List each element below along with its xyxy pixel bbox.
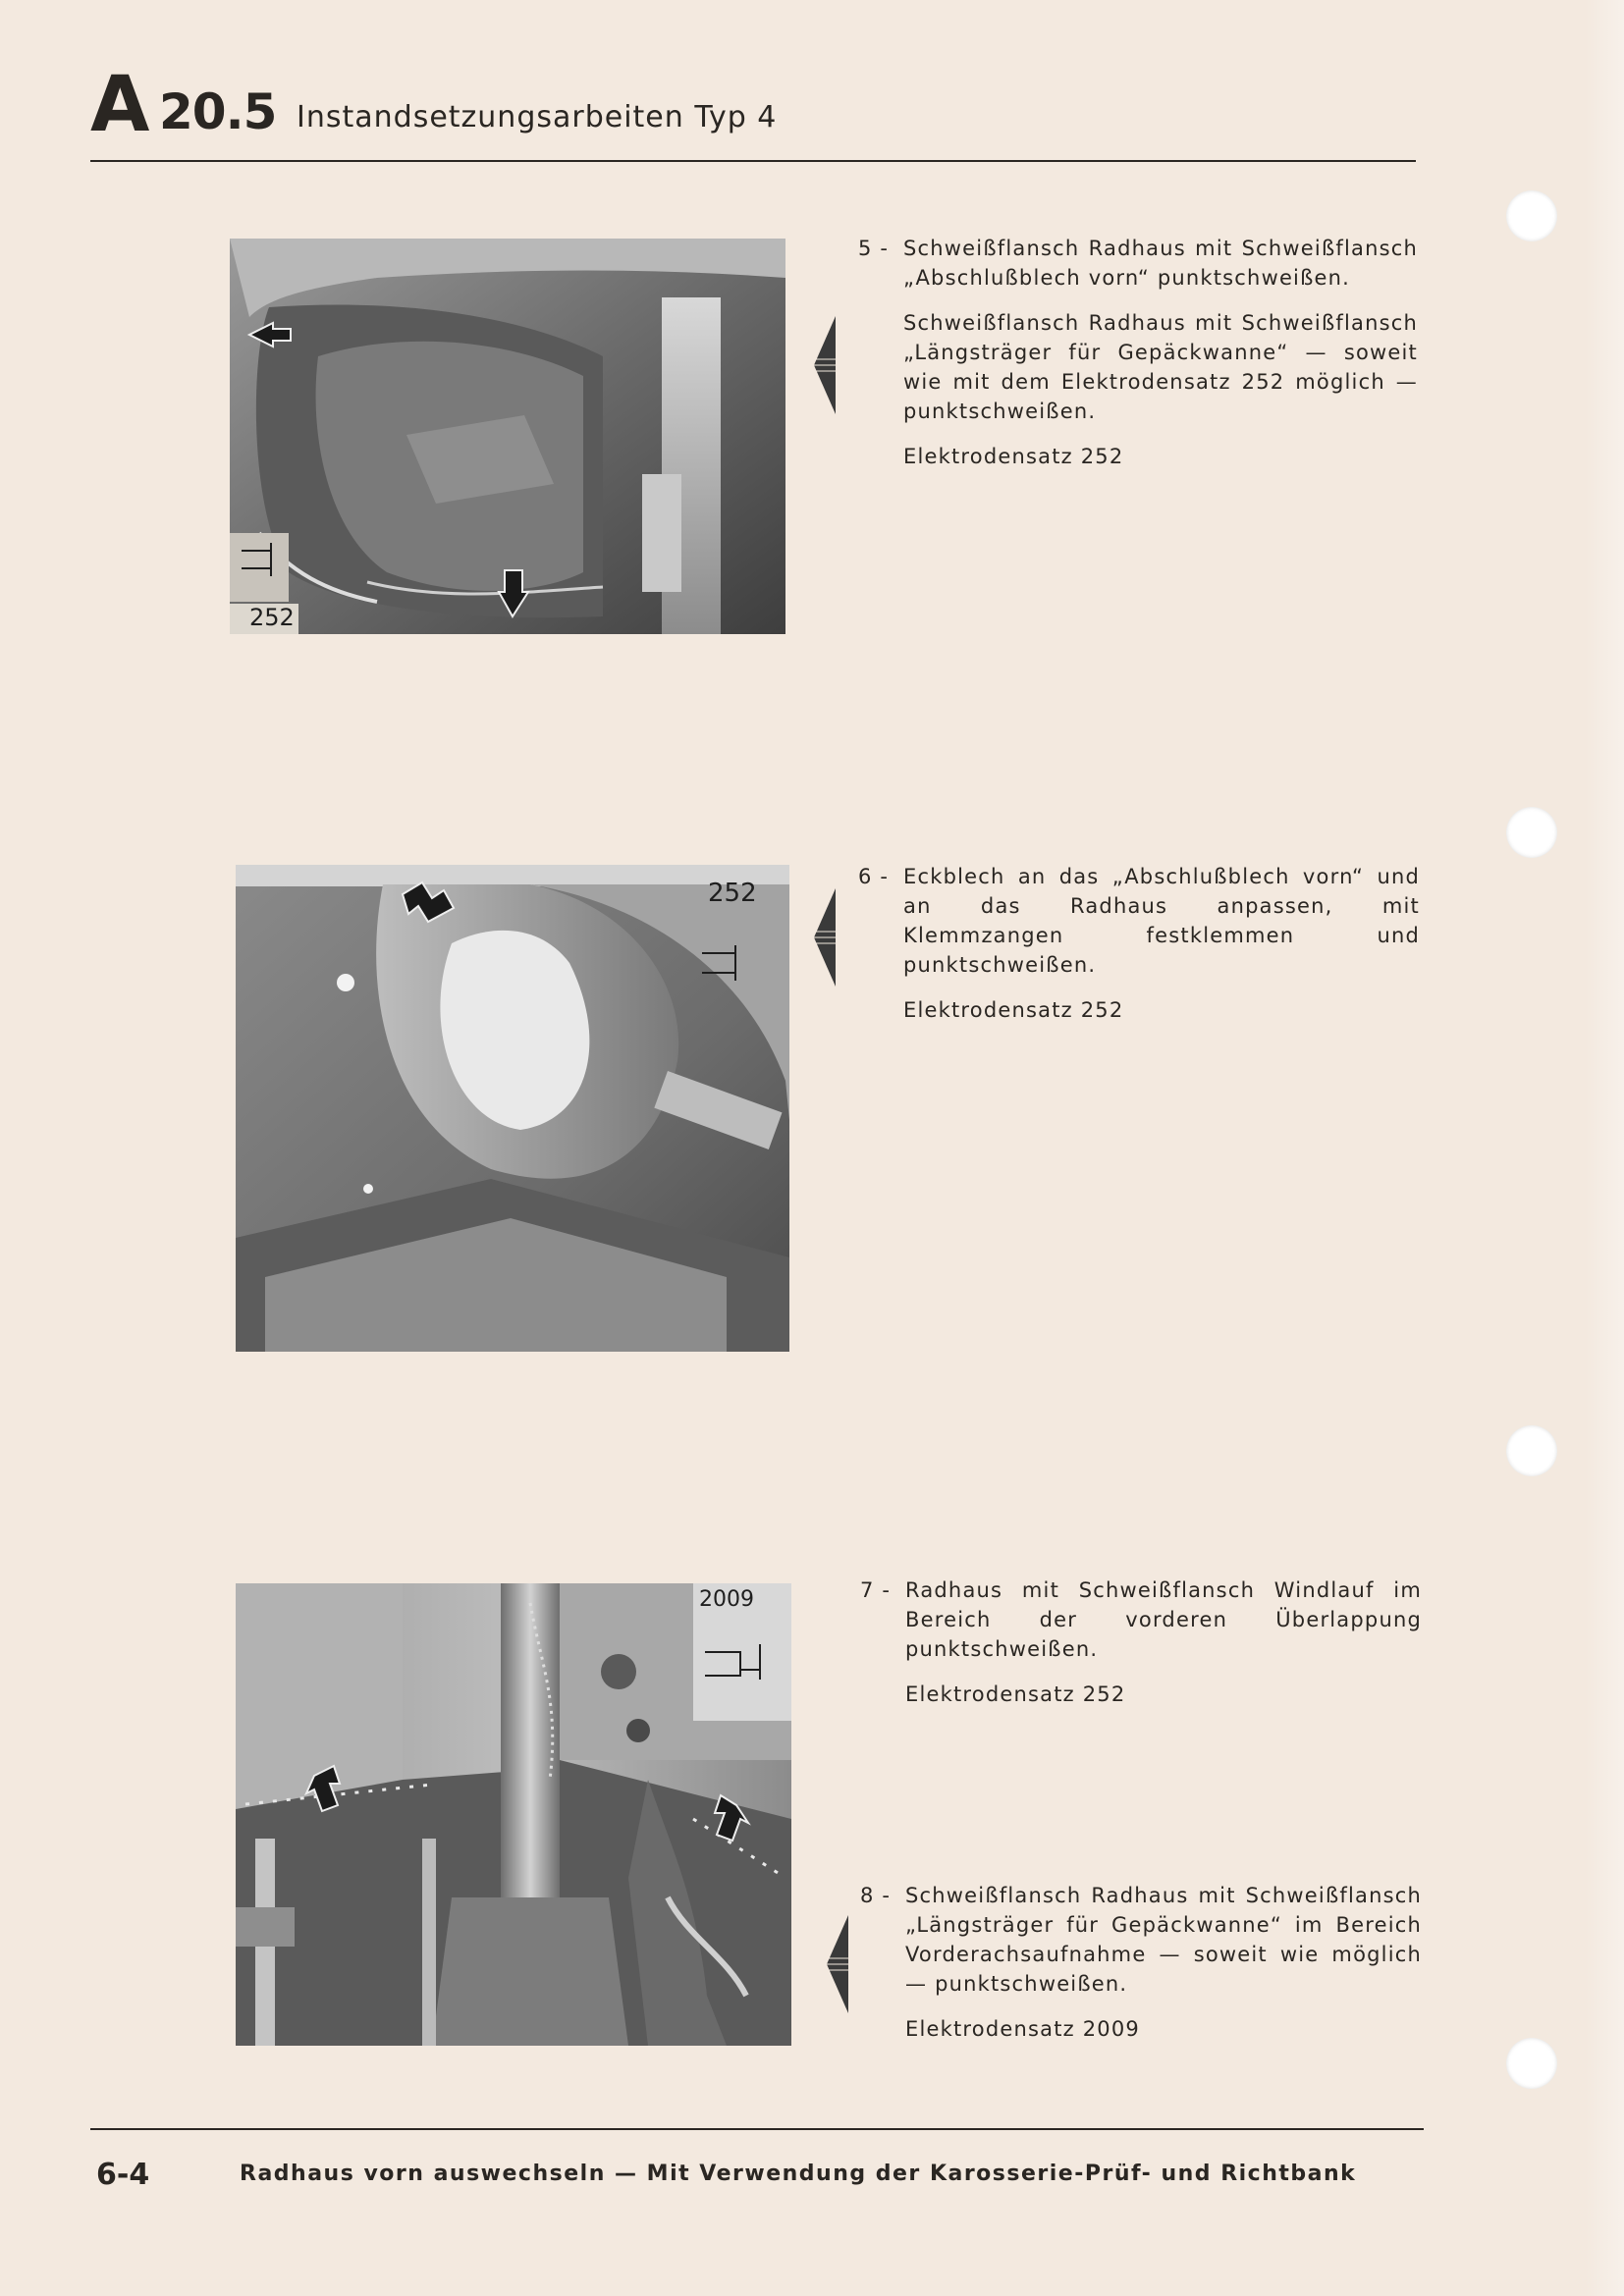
- figure-2-illustration: [236, 865, 789, 1352]
- electrode-set: Elektrodensatz 252: [903, 998, 1124, 1022]
- page-title: Instandsetzungsarbeiten Typ 4: [297, 100, 778, 134]
- punch-hole: [1506, 190, 1557, 241]
- footer-title: Radhaus vorn auswechseln — Mit Verwendung der Karosserie-Prüf- und Richtbank: [240, 2162, 1357, 2186]
- step-text: Radhaus mit Schweißflansch Windlauf im Bereich der vorderen Überlappung punktschweißen.: [905, 1578, 1422, 1661]
- figure-3-tool-number: 2009: [699, 1587, 754, 1612]
- pointer-triangle: [814, 316, 836, 414]
- figure-3-illustration: [236, 1583, 791, 2046]
- pointer-triangle: [827, 1915, 848, 2013]
- punch-hole: [1506, 1425, 1557, 1476]
- figure-3-photo: [236, 1583, 791, 2046]
- step-extra-text: Schweißflansch Radhaus mit Schweißflansch „Längsträger für Gepäckwanne“ — soweit wie mit dem Elektrodensatz 252 möglich — punktschweißen.: [903, 311, 1418, 423]
- figure-2-photo: [236, 865, 789, 1352]
- figure-1-tool-number: 252: [249, 604, 295, 631]
- step-text: Schweißflansch Radhaus mit Schweißflansch „Abschlußblech vorn“ punktschweißen.: [903, 237, 1418, 290]
- step-text: Schweißflansch Radhaus mit Schweißflansch „Längsträger für Gepäckwanne“ im Bereich Vorderachsaufnahme — soweit wie möglich — punktschweißen.: [905, 1884, 1422, 1996]
- page-number: 6-4: [96, 2158, 150, 2192]
- step-number: 8 -: [860, 1884, 892, 1907]
- punch-hole: [1506, 807, 1557, 858]
- pointer-triangle: [814, 888, 836, 987]
- header-rule: [90, 160, 1416, 162]
- page-edge: [1585, 0, 1624, 2296]
- section-number: 20.5: [159, 83, 277, 140]
- figure-2-tool-number: 252: [708, 879, 757, 908]
- electrode-set: Elektrodensatz 252: [905, 1682, 1126, 1706]
- step-number: 6 -: [858, 865, 890, 888]
- punch-hole: [1506, 2038, 1557, 2089]
- page-header: [90, 61, 1416, 149]
- step-number: 5 -: [858, 237, 890, 260]
- footer-rule: [90, 2128, 1424, 2130]
- step-text: Eckblech an das „Abschlußblech vorn“ und an das Radhaus anpassen, mit Klemmzangen festklemmen und punktschweißen.: [903, 865, 1420, 977]
- step-number: 7 -: [860, 1578, 892, 1602]
- section-letter: A: [90, 61, 148, 149]
- figure-1-illustration: [230, 239, 785, 634]
- electrode-set: Elektrodensatz 252: [903, 445, 1124, 468]
- electrode-set: Elektrodensatz 2009: [905, 2017, 1140, 2041]
- figure-1-photo: [230, 239, 785, 634]
